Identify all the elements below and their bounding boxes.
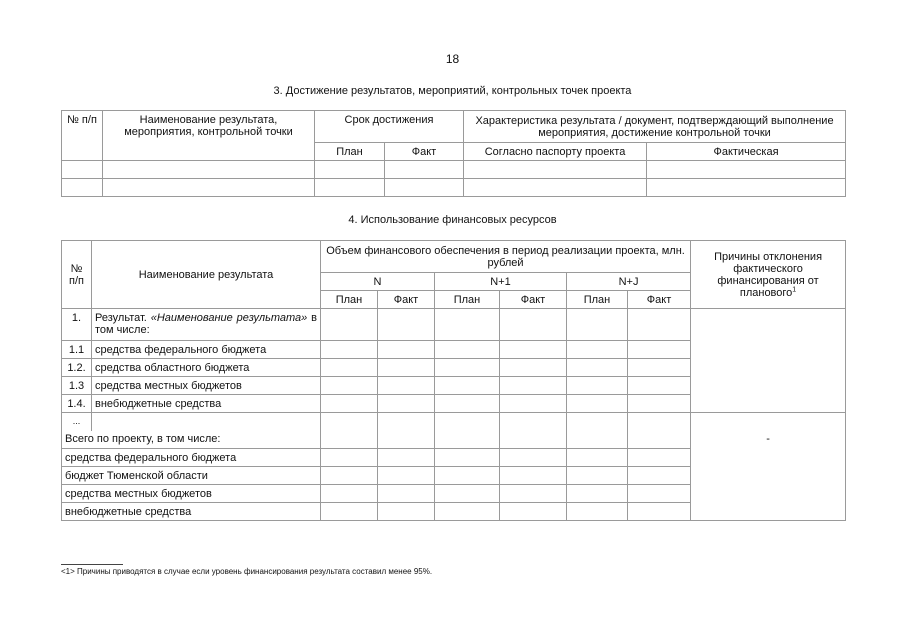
- total-label: Всего по проекту, в том числе:: [62, 431, 321, 449]
- table-cell: [435, 485, 500, 503]
- row-num: 1.: [62, 309, 92, 341]
- table-cell: [500, 503, 567, 521]
- row-label: средства областного бюджета: [92, 359, 321, 377]
- table-cell: [378, 413, 435, 449]
- table-cell: [628, 309, 691, 341]
- fact-header: Факт: [500, 291, 567, 309]
- plan-header: План: [321, 291, 378, 309]
- table-cell: [378, 309, 435, 341]
- table-cell: [92, 413, 321, 431]
- table-cell: [321, 485, 378, 503]
- plan-header: План: [567, 291, 628, 309]
- table-cell: [321, 309, 378, 341]
- section-3-title: 3. Достижение результатов, мероприятий, контрольных точек проекта: [273, 85, 632, 97]
- table-cell: [500, 359, 567, 377]
- total-item: внебюджетные средства: [62, 503, 321, 521]
- footnote-divider: [61, 564, 123, 565]
- table-cell: [435, 467, 500, 485]
- col-num-header: № п/п: [62, 111, 103, 161]
- table-cell: [500, 467, 567, 485]
- table-cell: [464, 161, 647, 179]
- financial-resources-table: [61, 240, 846, 521]
- row-num: 1.1: [62, 341, 92, 359]
- col-characteristic-header: Характеристика результата / документ, подтверждающий выполнение мероприятия, достижение контрольной точки: [464, 111, 846, 143]
- table-cell: [321, 359, 378, 377]
- table-cell: [435, 359, 500, 377]
- col-name-header: Наименование результата, мероприятия, контрольной точки: [103, 111, 315, 161]
- table-cell: [647, 179, 846, 197]
- table-cell: [628, 467, 691, 485]
- period-nj-header: N+J: [567, 273, 691, 291]
- table-cell: [628, 341, 691, 359]
- table-cell: [628, 485, 691, 503]
- table-cell: [62, 161, 103, 179]
- table-cell: [628, 359, 691, 377]
- table-cell: [567, 341, 628, 359]
- row-label: средства местных бюджетов: [92, 377, 321, 395]
- table-cell: [500, 449, 567, 467]
- table-cell: [500, 377, 567, 395]
- table-cell: [385, 179, 464, 197]
- table-cell: [321, 467, 378, 485]
- table-cell: [567, 485, 628, 503]
- table-cell: [62, 179, 103, 197]
- table-cell: [567, 503, 628, 521]
- table-cell: [321, 413, 378, 449]
- table-cell: [321, 503, 378, 521]
- table-cell: [567, 359, 628, 377]
- plan-header: План: [435, 291, 500, 309]
- table-cell: [464, 179, 647, 197]
- table-cell: [567, 467, 628, 485]
- table-cell: [385, 161, 464, 179]
- result-label-tail: в том числе:: [95, 312, 317, 336]
- row-label: средства федерального бюджета: [92, 341, 321, 359]
- table-cell: [500, 395, 567, 413]
- col-deadline-header: Срок достижения: [315, 111, 464, 143]
- table-cell: [103, 179, 315, 197]
- fin-name-header: Наименование результата: [92, 241, 321, 309]
- table-cell: [628, 395, 691, 413]
- table-cell: [500, 341, 567, 359]
- col-fact-header: Факт: [385, 143, 464, 161]
- col-plan-header: План: [315, 143, 385, 161]
- total-item: средства федерального бюджета: [62, 449, 321, 467]
- table-cell: [435, 377, 500, 395]
- results-achievement-table: [61, 110, 846, 197]
- col-actual-header: Фактическая: [647, 143, 846, 161]
- table-cell: [378, 467, 435, 485]
- row-num: 1.2.: [62, 359, 92, 377]
- total-item: бюджет Тюменской области: [62, 467, 321, 485]
- table-cell: [103, 161, 315, 179]
- footnote: <1> Причины приводятся в случае если уровень финансирования результата составил менее 95%.: [61, 567, 433, 576]
- total-reasons-cell: -: [691, 413, 846, 521]
- ellipsis: ...: [62, 413, 92, 431]
- fact-header: Факт: [628, 291, 691, 309]
- table-cell: [500, 485, 567, 503]
- table-cell: [567, 395, 628, 413]
- table-cell: [628, 413, 691, 449]
- result-label-italic: «Наименование результата»: [150, 312, 308, 324]
- table-cell: [435, 395, 500, 413]
- total-item: средства местных бюджетов: [62, 485, 321, 503]
- table-cell: [567, 449, 628, 467]
- table-cell: [435, 413, 500, 449]
- fact-header: Факт: [378, 291, 435, 309]
- row-num: 1.4.: [62, 395, 92, 413]
- table-cell: [435, 309, 500, 341]
- table-cell: [315, 161, 385, 179]
- result-label-plain: Результат.: [95, 312, 147, 324]
- table-cell: [567, 413, 628, 449]
- table-cell: [647, 161, 846, 179]
- table-cell: [567, 377, 628, 395]
- table-cell: [628, 449, 691, 467]
- table-cell: [567, 309, 628, 341]
- row-label: внебюджетные средства: [92, 395, 321, 413]
- table-cell: [628, 377, 691, 395]
- fin-reasons-text: Причины отклонения фактического финансирования от планового: [714, 250, 823, 299]
- fin-volume-header: Объем финансового обеспечения в период реализации проекта, млн. рублей: [321, 241, 691, 273]
- fin-reasons-header: [691, 241, 846, 309]
- table-row: [62, 179, 846, 197]
- period-n-header: N: [321, 273, 435, 291]
- table-cell: [378, 377, 435, 395]
- table-cell: [435, 341, 500, 359]
- table-cell: [500, 413, 567, 449]
- section-4-title: 4. Использование финансовых ресурсов: [348, 214, 557, 226]
- table-cell: [435, 449, 500, 467]
- col-passport-header: Согласно паспорту проекта: [464, 143, 647, 161]
- fin-num-header: № п/п: [62, 241, 92, 309]
- table-row: [62, 413, 846, 431]
- table-cell: [378, 359, 435, 377]
- table-cell: [378, 395, 435, 413]
- table-cell: [321, 395, 378, 413]
- row-num: 1.3: [62, 377, 92, 395]
- table-cell: [321, 341, 378, 359]
- table-row: [62, 161, 846, 179]
- table-row: [62, 309, 846, 341]
- table-cell: [321, 449, 378, 467]
- table-cell: [378, 503, 435, 521]
- table-cell: [628, 503, 691, 521]
- table-cell: [315, 179, 385, 197]
- table-cell: [435, 503, 500, 521]
- reasons-cell: [691, 309, 846, 413]
- footnote-ref: 1: [792, 285, 797, 293]
- period-n1-header: N+1: [435, 273, 567, 291]
- table-cell: [378, 341, 435, 359]
- page-number: 18: [445, 52, 460, 66]
- table-cell: [378, 449, 435, 467]
- row-label: [92, 309, 321, 341]
- table-cell: [500, 309, 567, 341]
- table-cell: [321, 377, 378, 395]
- table-cell: [378, 485, 435, 503]
